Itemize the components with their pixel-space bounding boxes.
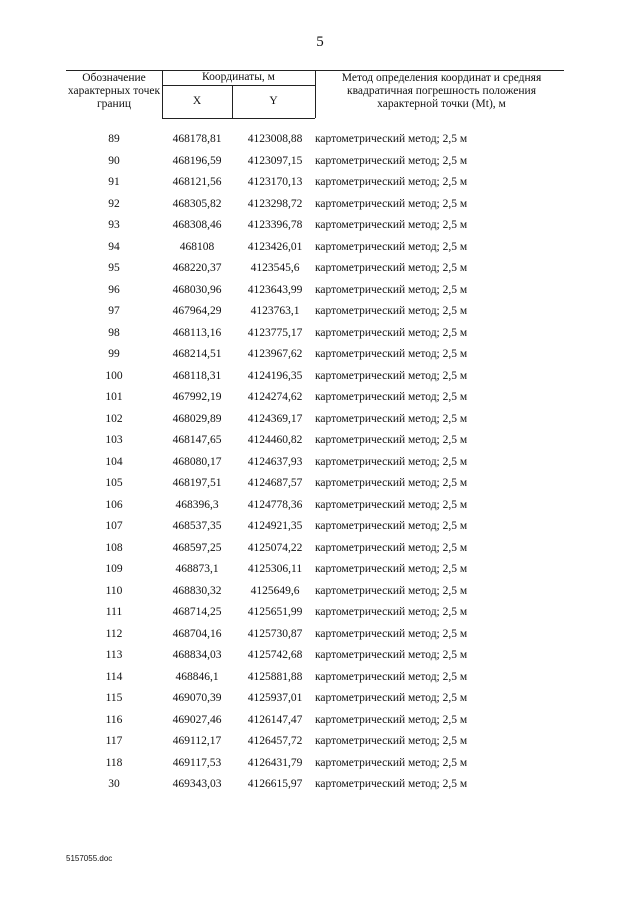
point-number-cell: 109 <box>105 563 123 575</box>
point-number-cell: 112 <box>105 627 123 640</box>
table-row <box>66 215 564 237</box>
x-coordinate-cell: 468178,81 <box>172 133 222 145</box>
point-number-cell: 95 <box>108 262 120 274</box>
table-row <box>66 237 564 259</box>
method-cell: картометрический метод; 2,5 м <box>315 219 468 231</box>
x-coordinate-cell: 468714,25 <box>172 606 222 618</box>
table-header <box>66 70 564 119</box>
point-number-cell: 114 <box>105 670 123 683</box>
point-number-cell: 96 <box>108 283 120 296</box>
x-coordinate-cell: 468113,16 <box>172 326 222 339</box>
point-number-cell: 94 <box>108 240 120 253</box>
x-coordinate-cell: 468121,56 <box>172 176 222 188</box>
page-number: 5 <box>316 34 324 50</box>
table-row <box>66 430 564 452</box>
point-number-cell: 103 <box>105 434 123 446</box>
point-number-cell: 100 <box>105 369 123 382</box>
y-coordinate-cell: 4123967,62 <box>247 348 303 360</box>
x-coordinate-cell: 468214,51 <box>172 348 222 360</box>
table-row <box>66 538 564 560</box>
method-cell: картометрический метод; 2,5 м <box>315 606 468 618</box>
table-row <box>66 753 564 775</box>
x-coordinate-cell: 468029,89 <box>172 412 222 425</box>
method-cell: картометрический метод; 2,5 м <box>315 735 468 747</box>
point-number-cell: 106 <box>105 498 123 511</box>
method-cell: картометрический метод; 2,5 м <box>315 563 468 575</box>
method-cell: картометрический метод; 2,5 м <box>315 412 468 425</box>
x-coordinate-cell: 468196,59 <box>172 154 222 167</box>
point-number-cell: 92 <box>108 197 120 210</box>
x-coordinate-cell: 468308,46 <box>172 219 222 231</box>
x-coordinate-cell: 468846,1 <box>175 670 219 683</box>
point-number-cell: 115 <box>105 692 123 704</box>
x-coordinate-cell: 468080,17 <box>172 455 222 468</box>
x-coordinate-cell: 467964,29 <box>172 305 222 317</box>
x-coordinate-cell: 468030,96 <box>172 283 222 296</box>
y-coordinate-cell: 4124460,82 <box>247 434 303 446</box>
y-coordinate-cell: 4123545,6 <box>250 262 300 274</box>
point-number-cell: 118 <box>105 756 123 769</box>
method-cell: картометрический метод; 2,5 м <box>315 283 468 296</box>
method-header: Метод определения координат и средняя квадратичная погрешность положения характерной точки (Mt), м <box>341 72 542 110</box>
x-coordinate-cell: 468396,3 <box>175 498 219 511</box>
method-cell: картометрический метод; 2,5 м <box>315 692 468 704</box>
table-row <box>66 172 564 194</box>
footer-filename: 5157055.doc <box>66 854 113 863</box>
method-cell: картометрический метод; 2,5 м <box>315 391 468 403</box>
table-row <box>66 129 564 151</box>
y-coordinate-cell: 4125649,6 <box>250 584 300 597</box>
table-row <box>66 280 564 302</box>
method-cell: картометрический метод; 2,5 м <box>315 369 468 382</box>
x-coordinate-cell: 468305,82 <box>172 197 222 210</box>
y-coordinate-cell: 4123097,15 <box>247 154 303 167</box>
point-number-cell: 116 <box>105 713 123 726</box>
method-cell: картометрический метод; 2,5 м <box>315 133 468 145</box>
y-coordinate-cell: 4123426,01 <box>247 240 303 253</box>
table-row <box>66 323 564 345</box>
header-bottom-rule <box>162 118 315 119</box>
method-cell: картометрический метод; 2,5 м <box>315 627 468 640</box>
y-coordinate-cell: 4125651,99 <box>247 606 303 618</box>
y-coordinate-cell: 4126615,97 <box>247 778 303 790</box>
header-divider-3 <box>315 70 316 118</box>
x-coordinate-cell: 468704,16 <box>172 627 222 640</box>
y-coordinate-cell: 4123298,72 <box>247 197 303 210</box>
x-coordinate-cell: 468220,37 <box>172 262 222 274</box>
y-coordinate-cell: 4125074,22 <box>247 541 303 554</box>
method-cell: картометрический метод; 2,5 м <box>315 477 468 489</box>
table-row <box>66 516 564 538</box>
y-coordinate-cell: 4124778,36 <box>247 498 303 511</box>
method-cell: картометрический метод; 2,5 м <box>315 240 468 253</box>
table-row <box>66 710 564 732</box>
method-cell: картометрический метод; 2,5 м <box>315 778 468 790</box>
y-coordinate-cell: 4126457,72 <box>247 735 303 747</box>
x-coordinate-cell: 468147,65 <box>172 434 222 446</box>
method-cell: картометрический метод; 2,5 м <box>315 541 468 554</box>
point-number-cell: 90 <box>108 154 120 167</box>
y-coordinate-cell: 4123170,13 <box>247 176 303 188</box>
x-coordinate-cell: 469070,39 <box>172 692 222 704</box>
coordinates-header: Координаты, м <box>202 71 275 83</box>
point-number-cell: 110 <box>105 584 123 597</box>
point-number-cell: 113 <box>105 649 123 661</box>
point-number-cell: 30 <box>108 778 120 790</box>
x-coordinate-cell: 467992,19 <box>172 391 222 403</box>
point-number-cell: 111 <box>105 606 123 618</box>
x-coordinate-cell: 468108 <box>179 240 215 253</box>
point-number-cell: 101 <box>105 391 123 403</box>
table-row <box>66 387 564 409</box>
method-cell: картометрический метод; 2,5 м <box>315 434 468 446</box>
y-coordinate-cell: 4126147,47 <box>247 713 303 726</box>
x-coordinate-cell: 468834,03 <box>172 649 222 661</box>
table-row <box>66 581 564 603</box>
table-row <box>66 731 564 753</box>
x-coordinate-cell: 469117,53 <box>172 756 222 769</box>
y-coordinate-cell: 4124369,17 <box>247 412 303 425</box>
method-cell: картометрический метод; 2,5 м <box>315 649 468 661</box>
x-coordinate-cell: 469027,46 <box>172 713 222 726</box>
method-cell: картометрический метод; 2,5 м <box>315 154 468 167</box>
table-row <box>66 409 564 431</box>
y-coordinate-cell: 4125742,68 <box>247 649 303 661</box>
y-coordinate-cell: 4123396,78 <box>247 219 303 231</box>
table-row <box>66 624 564 646</box>
x-coordinate-cell: 468873,1 <box>175 563 219 575</box>
point-number-cell: 89 <box>108 133 120 145</box>
point-number-cell: 98 <box>108 326 120 339</box>
x-coordinate-cell: 469343,03 <box>172 778 222 790</box>
y-coordinate-cell: 4124274,62 <box>247 391 303 403</box>
method-cell: картометрический метод; 2,5 м <box>315 520 468 532</box>
x-coordinate-cell: 468197,51 <box>172 477 222 489</box>
table-row <box>66 645 564 667</box>
method-cell: картометрический метод; 2,5 м <box>315 756 468 769</box>
y-coordinate-cell: 4124196,35 <box>247 369 303 382</box>
method-cell: картометрический метод; 2,5 м <box>315 176 468 188</box>
table-row <box>66 473 564 495</box>
y-coordinate-cell: 4125881,88 <box>247 670 303 683</box>
table-row <box>66 452 564 474</box>
table-row <box>66 194 564 216</box>
method-cell: картометрический метод; 2,5 м <box>315 197 468 210</box>
table-body <box>66 129 564 796</box>
x-coordinate-cell: 469112,17 <box>172 735 222 747</box>
y-column-header: Y <box>269 95 278 107</box>
y-coordinate-cell: 4126431,79 <box>247 756 303 769</box>
y-coordinate-cell: 4124637,93 <box>247 455 303 468</box>
y-coordinate-cell: 4125937,01 <box>247 692 303 704</box>
table-row <box>66 559 564 581</box>
table-row <box>66 344 564 366</box>
designation-header: Обозначение характерных точек границ <box>67 72 161 110</box>
point-number-cell: 105 <box>105 477 123 489</box>
method-cell: картометрический метод; 2,5 м <box>315 305 468 317</box>
table-row <box>66 151 564 173</box>
x-coordinate-cell: 468830,32 <box>172 584 222 597</box>
x-column-header: X <box>192 95 202 107</box>
method-cell: картометрический метод; 2,5 м <box>315 326 468 339</box>
point-number-cell: 107 <box>105 520 123 532</box>
method-cell: картометрический метод; 2,5 м <box>315 670 468 683</box>
table-row <box>66 602 564 624</box>
table-row <box>66 667 564 689</box>
x-coordinate-cell: 468118,31 <box>172 369 222 382</box>
table-row <box>66 301 564 323</box>
y-coordinate-cell: 4125306,11 <box>247 563 303 575</box>
y-coordinate-cell: 4124921,35 <box>247 520 303 532</box>
y-coordinate-cell: 4123008,88 <box>247 133 303 145</box>
y-coordinate-cell: 4125730,87 <box>247 627 303 640</box>
table-row <box>66 774 564 796</box>
method-cell: картометрический метод; 2,5 м <box>315 498 468 511</box>
point-number-cell: 104 <box>105 455 123 468</box>
y-coordinate-cell: 4123643,99 <box>247 283 303 296</box>
method-cell: картометрический метод; 2,5 м <box>315 584 468 597</box>
table-row <box>66 495 564 517</box>
method-cell: картометрический метод; 2,5 м <box>315 713 468 726</box>
y-coordinate-cell: 4123763,1 <box>250 305 300 317</box>
y-coordinate-cell: 4124687,57 <box>247 477 303 489</box>
point-number-cell: 97 <box>108 305 120 317</box>
table-row <box>66 366 564 388</box>
method-cell: картометрический метод; 2,5 м <box>315 455 468 468</box>
method-cell: картометрический метод; 2,5 м <box>315 262 468 274</box>
point-number-cell: 93 <box>108 219 120 231</box>
x-coordinate-cell: 468597,25 <box>172 541 222 554</box>
method-cell: картометрический метод; 2,5 м <box>315 348 468 360</box>
point-number-cell: 108 <box>105 541 123 554</box>
point-number-cell: 91 <box>108 176 120 188</box>
y-coordinate-cell: 4123775,17 <box>247 326 303 339</box>
point-number-cell: 99 <box>108 348 120 360</box>
point-number-cell: 102 <box>105 412 123 425</box>
table-row <box>66 688 564 710</box>
x-coordinate-cell: 468537,35 <box>172 520 222 532</box>
table-row <box>66 258 564 280</box>
header-coords-rule <box>162 85 315 86</box>
point-number-cell: 117 <box>105 735 123 747</box>
